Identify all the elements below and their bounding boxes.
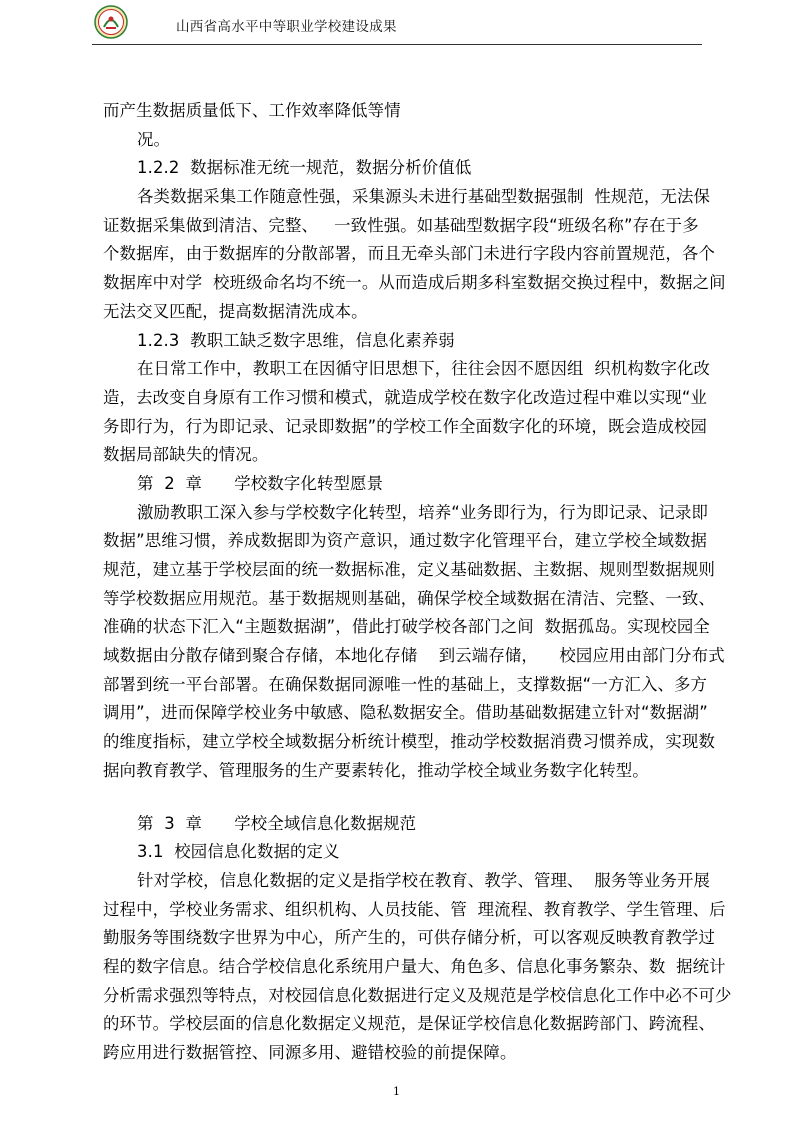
text-line: 无法交叉匹配，提高数据清洗成本。: [103, 301, 368, 321]
text-line: 准确的状态下汇入“主题数据湖”，借此打破学校各部门之间 数据孤岛。实现校园全: [103, 617, 710, 637]
text-line: 数据”思维习惯，养成数据即为资产意识，通过数字化管理平台，建立学校全域数据: [103, 531, 708, 551]
text-line: 部署到统一平台部署。在确保数据同源唯一性的基础上，支撑数据“一方汇入、多方: [103, 674, 708, 694]
school-emblem-icon: [94, 5, 128, 39]
text-line: 数据库中对学 校班级命名均不统一。从而造成后期多科室数据交换过程中，数据之间: [103, 273, 726, 293]
header-divider: [92, 44, 702, 45]
text-line: 据向教育教学、管理服务的生产要素转化，推动学校全域业务数字化转型。: [103, 760, 649, 780]
page-header: [0, 0, 793, 48]
text-line: 1.2.2 数据标准无统一规范，数据分析价值低: [137, 158, 472, 178]
text-line: 在日常工作中，教职工在因循守旧思想下，往往会因不愿因组 织机构数字化改: [137, 359, 711, 379]
text-line: 而产生数据质量低下、工作效率降低等情: [103, 101, 401, 120]
text-line: 第 3 章 学校全域信息化数据规范: [137, 813, 417, 833]
text-line: 的环节。学校层面的信息化数据定义规范，是保证学校信息化数据跨部门、跨流程、: [103, 1014, 716, 1034]
text-line: 各类数据采集工作随意性强，采集源头未进行基础型数据强制 性规范，无法保: [137, 187, 711, 207]
paragraph-gap: [103, 786, 703, 810]
text-line: 程的数字信息。结合学校信息化系统用户量大、角色多、信息化事务繁杂、数 据统计: [103, 956, 726, 976]
text-line: 等学校数据应用规范。基于数据规则基础，确保学校全域数据在清洁、完整、一致、: [103, 588, 716, 608]
page-number: 1: [393, 1085, 400, 1098]
text-line: 个数据库，由于数据库的分散部署，而且无牵头部门未进行字段内容前置规范，各个: [103, 244, 716, 264]
text-line: 域数据由分散存储到聚合存储，本地化存储 到云端存储， 校园应用由部门分布式: [103, 646, 725, 666]
text-line: 激励教职工深入参与学校数字化转型，培养“业务即行为，行为即记录、记录即: [137, 502, 709, 522]
text-line: 分析需求强烈等特点，对校园信息化数据进行定义及规范是学校信息化工作中必不可少: [103, 985, 732, 1005]
text-line: 针对学校，信息化数据的定义是指学校在教育、教学、管理、 服务等业务开展: [137, 870, 711, 890]
text-line: 规范，建立基于学校层面的统一数据标准，定义基础数据、主数据、规则型数据规则: [103, 560, 716, 579]
text-line: 第 2 章 学校数字化转型愿景: [137, 473, 384, 493]
text-line: 造，去改变自身原有工作习惯和模式，就造成学校在数字化改造过程中难以实现“业: [103, 387, 708, 407]
text-line: 1.2.3 教职工缺乏数字思维，信息化素养弱: [137, 330, 455, 350]
text-line: 勤服务等围绕数字世界为中心，所产生的，可供存储分析，可以客观反映教育教学过: [103, 928, 716, 948]
document-body: [103, 97, 732, 1068]
text-line: 数据局部缺失的情况。: [103, 445, 269, 465]
text-line: 的维度指标，建立学校全域数据分析统计模型，推动学校数据消费习惯养成，实现数: [103, 732, 716, 752]
text-line: 证数据采集做到清洁、完整、 一致性强。如基础型数据字段“班级名称”存在于多: [103, 215, 699, 235]
text-line: 况。: [137, 129, 171, 149]
text-line: 务即行为，行为即记录、记录即数据”的学校工作全面数字化的环境，既会造成校园: [103, 416, 708, 436]
text-line: 跨应用进行数据管控、同源多用、避错校验的前提保障。: [103, 1043, 517, 1062]
text-line: 调用”，进而保障学校业务中敏感、隐私数据安全。借助基础数据建立针对“数据湖”: [103, 703, 708, 723]
text-line: 3.1 校园信息化数据的定义: [137, 842, 340, 862]
text-line: 过程中，学校业务需求、组织机构、人员技能、管 理流程、教育教学、学生管理、后: [103, 899, 726, 919]
header-title: 山西省高水平中等职业学校建设成果: [176, 19, 397, 35]
